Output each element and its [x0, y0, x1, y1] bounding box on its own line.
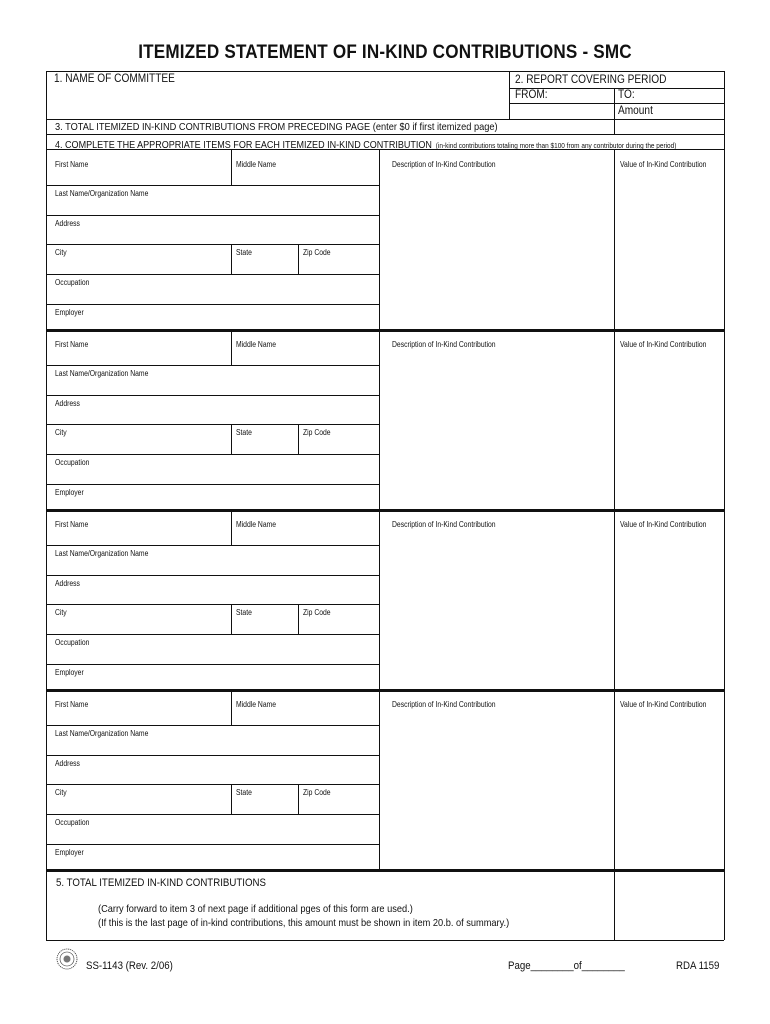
- last-name-label: Last Name/Organization Name: [55, 369, 149, 378]
- description-field[interactable]: [383, 712, 611, 866]
- first-name-label: First Name: [55, 520, 89, 529]
- last-name-label: Last Name/Organization Name: [55, 189, 149, 198]
- frame-top-line: [46, 71, 724, 72]
- middle-name-label: Middle Name: [236, 340, 277, 349]
- state-label: State: [236, 248, 252, 257]
- header-divider: [509, 71, 510, 119]
- zip-label: Zip Code: [303, 428, 331, 437]
- preceding-amount-field[interactable]: [618, 120, 722, 133]
- value-label: Value of In-Kind Contribution: [620, 520, 707, 529]
- description-field[interactable]: [383, 172, 611, 326]
- value-field[interactable]: [618, 532, 722, 686]
- amount-label: Amount: [618, 105, 653, 117]
- complete-items-heading: 4. COMPLETE THE APPROPRIATE ITEMS FOR EACH ITEMIZED IN-KIND CONTRIBUTION (in-kind contributions totaling more than $100 from any contributor during the period): [55, 139, 677, 151]
- preceding-total-label: 3. TOTAL ITEMIZED IN-KIND CONTRIBUTIONS FROM PRECEDING PAGE (enter $0 if first itemized page): [55, 121, 498, 133]
- total-note-carry: (Carry forward to item 3 of next page if additional pges of this form are used.): [98, 903, 413, 915]
- first-name-label: First Name: [55, 160, 89, 169]
- frame-right-line: [724, 71, 725, 940]
- committee-name-label: 1. NAME OF COMMITTEE: [54, 73, 175, 85]
- address-label: Address: [55, 579, 80, 588]
- zip-label: Zip Code: [303, 248, 331, 257]
- address-label: Address: [55, 759, 80, 768]
- zip-label: Zip Code: [303, 788, 331, 797]
- last-name-label: Last Name/Organization Name: [55, 549, 149, 558]
- zip-label: Zip Code: [303, 608, 331, 617]
- description-label: Description of In-Kind Contribution: [392, 340, 496, 349]
- last-name-label: Last Name/Organization Name: [55, 729, 149, 738]
- first-name-label: First Name: [55, 700, 89, 709]
- state-label: State: [236, 608, 252, 617]
- to-label: TO:: [618, 89, 635, 101]
- total-label: 5. TOTAL ITEMIZED IN-KIND CONTRIBUTIONS: [56, 877, 266, 889]
- description-label: Description of In-Kind Contribution: [392, 160, 496, 169]
- total-note-summary: (If this is the last page of in-kind contributions, this amount must be shown in item 20.b. of summary.): [98, 917, 510, 929]
- frame-left-line: [46, 71, 47, 940]
- state-label: State: [236, 428, 252, 437]
- report-period-label: 2. REPORT COVERING PERIOD: [515, 74, 667, 86]
- middle-name-label: Middle Name: [236, 520, 277, 529]
- value-label: Value of In-Kind Contribution: [620, 160, 707, 169]
- from-label: FROM:: [515, 89, 548, 101]
- page-of: Page________of________: [508, 960, 625, 972]
- employer-label: Employer: [55, 488, 84, 497]
- employer-label: Employer: [55, 848, 84, 857]
- city-label: City: [55, 608, 67, 617]
- description-field[interactable]: [383, 532, 611, 686]
- total-amount-field[interactable]: [618, 874, 722, 937]
- address-label: Address: [55, 219, 80, 228]
- value-label: Value of In-Kind Contribution: [620, 340, 707, 349]
- occupation-label: Occupation: [55, 818, 90, 827]
- committee-name-field[interactable]: [50, 88, 505, 116]
- city-label: City: [55, 248, 67, 257]
- occupation-label: Occupation: [55, 638, 90, 647]
- value-field[interactable]: [618, 712, 722, 866]
- description-label: Description of In-Kind Contribution: [392, 520, 496, 529]
- city-label: City: [55, 788, 67, 797]
- first-name-label: First Name: [55, 340, 89, 349]
- city-label: City: [55, 428, 67, 437]
- address-label: Address: [55, 399, 80, 408]
- value-field[interactable]: [618, 172, 722, 326]
- description-field[interactable]: [383, 352, 611, 506]
- form-title: ITEMIZED STATEMENT OF IN-KIND CONTRIBUTIONS - SMC: [138, 42, 632, 63]
- employer-label: Employer: [55, 668, 84, 677]
- middle-name-label: Middle Name: [236, 700, 277, 709]
- employer-label: Employer: [55, 308, 84, 317]
- occupation-label: Occupation: [55, 458, 90, 467]
- description-label: Description of In-Kind Contribution: [392, 700, 496, 709]
- form-number: SS-1143 (Rev. 2/06): [86, 960, 173, 972]
- state-label: State: [236, 788, 252, 797]
- value-field[interactable]: [618, 352, 722, 506]
- state-seal-icon: [56, 948, 78, 970]
- frame-bottom-line: [46, 940, 724, 941]
- middle-name-label: Middle Name: [236, 160, 277, 169]
- occupation-label: Occupation: [55, 278, 90, 287]
- value-label: Value of In-Kind Contribution: [620, 700, 707, 709]
- rda-code: RDA 1159: [676, 960, 720, 972]
